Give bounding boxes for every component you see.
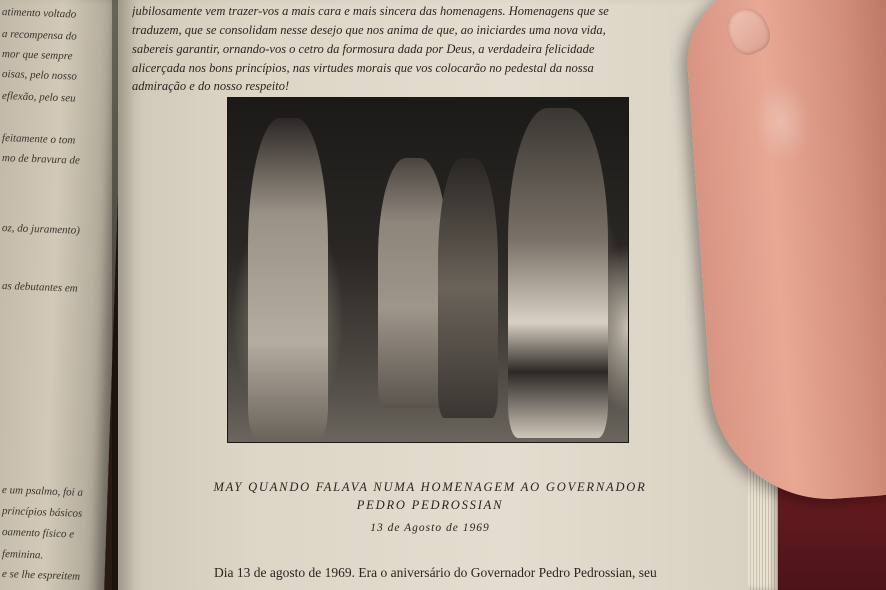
photo-caption-date: 13 de Agosto de 1969 — [370, 522, 490, 534]
left-page-line: mor que sempre — [1, 48, 73, 63]
crowd-figure — [438, 158, 498, 418]
photo-caption-name: PEDRO PEDROSSIAN — [356, 498, 504, 512]
left-page-line: e um psalmo, foi a — [1, 484, 84, 499]
paragraph-line: admiração e do nosso respeito! — [132, 79, 290, 93]
left-page-line: oisas, pelo nosso — [1, 68, 78, 83]
left-page-line: oamento físico e — [1, 526, 75, 541]
photo-caption: MAY QUANDO FALAVA NUMA HOMENAGEM AO GOVERNADOR — [213, 480, 647, 494]
left-page — [0, 0, 125, 590]
paragraph-line: jubilosamente vem trazer-vos a mais cara e mais sincera das homenagens. Homenagens que se — [132, 4, 609, 18]
left-page-line: oz, do juramento) — [1, 222, 81, 237]
left-page-line: feitamente o tom — [1, 132, 76, 147]
left-page-line: princípios básicos — [1, 505, 83, 520]
paragraph-line: alicerçada nos bons princípios, nas virtudes morais que vos colocarão no pedestal da nossa — [132, 61, 594, 75]
historic-photograph — [228, 98, 628, 442]
paragraph-line: sabereis garantir, ornando-vos o cetro da formosura dada por Deus, a verdadeira felicidade — [132, 42, 595, 56]
left-page-line: a recompensa do — [1, 28, 77, 43]
left-page-line: feminina. — [1, 548, 44, 562]
body-text-line: Dia 13 de agosto de 1969. Era o aniversário do Governador Pedro Pedrossian, seu — [214, 565, 657, 580]
left-page-line: e se lhe espreitem — [1, 568, 81, 583]
crowd-figure — [508, 108, 608, 438]
paragraph-line: traduzem, que se consolidam nesse desejo que nos anima de que, ao iniciardes uma nova vida, — [132, 23, 606, 37]
left-page-line: eflexão, pelo seu — [1, 90, 76, 105]
crowd-figure — [248, 118, 328, 438]
left-page-line: as debutantes em — [1, 280, 78, 295]
left-page-line: atimento voltado — [1, 6, 77, 21]
left-page-line: mo de bravura de — [1, 152, 81, 167]
